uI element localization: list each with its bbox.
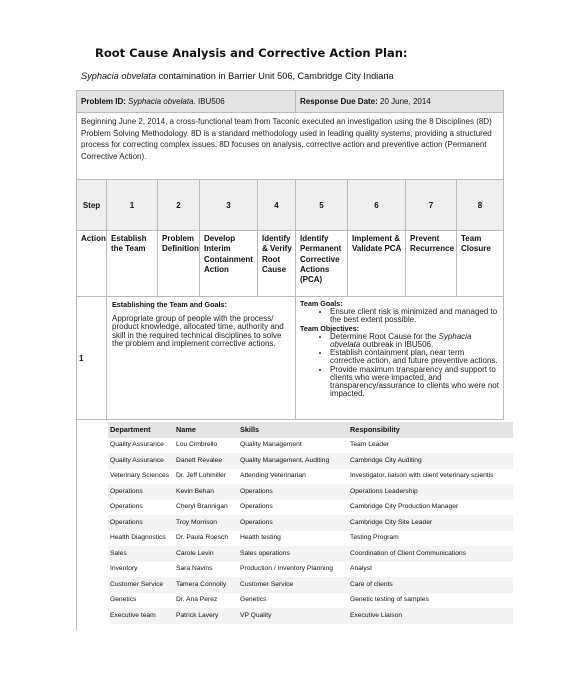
department-cell: Inventory	[108, 562, 174, 578]
responsibility-cell: Operations Leadership	[348, 484, 513, 500]
step-number: 7	[406, 180, 457, 231]
team-goal-item: • Ensure client risk is minimized and managed to the best extent possible.	[330, 308, 499, 324]
action-item: Implement & Validate PCA	[348, 231, 406, 297]
skills-cell: VP Quality	[238, 608, 348, 624]
subtitle-species: Syphacia obvelata	[81, 71, 157, 81]
skills-cell: Quality Management	[238, 438, 348, 454]
team-table-header	[108, 422, 513, 438]
table-row	[108, 515, 513, 531]
step-number: 2	[158, 180, 200, 231]
table-row	[108, 577, 513, 593]
problem-id-species: Syphacia obvelata	[128, 97, 194, 106]
action-item: Team Closure	[457, 231, 504, 297]
problem-id-label: Problem ID:	[81, 97, 126, 106]
step-number: 3	[200, 180, 258, 231]
action-item: Prevent Recurrence	[406, 231, 457, 297]
department-cell: Operations	[108, 484, 174, 500]
department-cell: Veterinary Sciences	[108, 469, 174, 485]
responsibility-cell: Analyst	[348, 562, 513, 578]
left-border-line	[76, 418, 77, 630]
table-row	[108, 608, 513, 624]
problem-id-value: . IBU506	[193, 97, 225, 106]
table-row	[108, 562, 513, 578]
step1-team-description	[107, 297, 296, 420]
col-header: Department	[108, 422, 174, 438]
problem-id-cell	[77, 91, 296, 113]
team-objectives-list	[300, 333, 499, 399]
step1-number: 1	[77, 297, 107, 420]
responsibility-cell: Coordination of Client Communications	[348, 546, 513, 562]
table-row	[108, 500, 513, 516]
name-cell: Dr. Paula Roesch	[174, 531, 238, 547]
step1-left-heading: Establishing the Team and Goals:	[112, 300, 227, 309]
team-members-table	[108, 422, 513, 624]
responsibility-cell: Cambridge City Auditing	[348, 453, 513, 469]
team-table-body	[108, 438, 513, 624]
step-number: 8	[457, 180, 504, 231]
step1-left-text: Appropriate group of people with the process/ product knowledge, allocated time, authority and skill in the required technical disciplines to solve the problem and implement corrective actions.	[112, 313, 284, 349]
due-date-value: 20 June, 2014	[380, 97, 431, 106]
action-plan-table	[76, 90, 504, 420]
name-cell: Lou Cimbrello	[174, 438, 238, 454]
name-cell: Dr. Ana Perez	[174, 593, 238, 609]
table-row	[108, 484, 513, 500]
skills-cell: Production / Inventory Planning	[238, 562, 348, 578]
team-objective-item: • Determine Root Cause for the Syphacia obvelata outbreak in IBU506.	[330, 333, 499, 349]
col-header: Responsibility	[348, 422, 513, 438]
step-label: Step	[77, 180, 107, 231]
intro-row	[77, 113, 504, 180]
name-cell: Troy Morrison	[174, 515, 238, 531]
skills-cell: Sales operations	[238, 546, 348, 562]
actions-row	[77, 231, 504, 297]
skills-cell: Customer Service	[238, 577, 348, 593]
due-date-label: Response Due Date:	[300, 97, 378, 106]
table-row	[108, 438, 513, 454]
team-objective-item: • Establish containment plan, near term corrective action, and future preventive actions.	[330, 349, 499, 365]
skills-cell: Attending Veterinarian	[238, 469, 348, 485]
skills-cell: Operations	[238, 484, 348, 500]
responsibility-cell: Genetic testing of samples	[348, 593, 513, 609]
table-row	[108, 453, 513, 469]
subtitle-rest: contamination in Barrier Unit 506, Cambridge City Indiana	[156, 71, 394, 81]
step-number: 5	[296, 180, 348, 231]
department-cell: Customer Service	[108, 577, 174, 593]
responsibility-cell: Cambridge City Production Manager	[348, 500, 513, 516]
responsibility-cell: Executive Liaison	[348, 608, 513, 624]
step-number: 6	[348, 180, 406, 231]
problem-header-row	[77, 91, 504, 113]
table-row	[108, 531, 513, 547]
skills-cell: Operations	[238, 500, 348, 516]
col-header: Skills	[238, 422, 348, 438]
name-cell: Dr. Jeff Lohmiller	[174, 469, 238, 485]
department-cell: Executive team	[108, 608, 174, 624]
name-cell: Tamera Connolly	[174, 577, 238, 593]
action-item: Identify & Verify Root Cause	[258, 231, 296, 297]
department-cell: Quality Assurance	[108, 438, 174, 454]
responsibility-cell: Investigator, liaison with client veterinary scientis	[348, 469, 513, 485]
skills-cell: Genetics	[238, 593, 348, 609]
name-cell: Patrick Lavery	[174, 608, 238, 624]
action-item: Develop Interim Containment Action	[200, 231, 258, 297]
table-row	[108, 469, 513, 485]
team-objective-item: • Provide maximum transparency and support to clients who were impacted, and transparency/assurance to clients who were not impacted.	[330, 366, 499, 399]
department-cell: Operations	[108, 515, 174, 531]
department-cell: Operations	[108, 500, 174, 516]
skills-cell: Quality Management, Auditing	[238, 453, 348, 469]
responsibility-cell: Cambridge City Site Leader	[348, 515, 513, 531]
department-cell: Health Diagnostics	[108, 531, 174, 547]
step-number: 1	[107, 180, 158, 231]
department-cell: Sales	[108, 546, 174, 562]
name-cell: Sara Navins	[174, 562, 238, 578]
department-cell: Genetics	[108, 593, 174, 609]
skills-cell: Operations	[238, 515, 348, 531]
name-cell: Danett Revalee	[174, 453, 238, 469]
document-subtitle	[81, 71, 394, 81]
team-objectives-heading: Team Objectives:	[300, 323, 359, 333]
action-item: Establish the Team	[107, 231, 158, 297]
step1-goals	[296, 297, 504, 420]
steps-row	[77, 180, 504, 231]
table-row	[108, 546, 513, 562]
name-cell: Kevin Behan	[174, 484, 238, 500]
team-goals-heading: Team Goals:	[300, 299, 343, 308]
team-goals-list	[300, 308, 499, 324]
table-row	[108, 593, 513, 609]
name-cell: Cheryl Brannigan	[174, 500, 238, 516]
department-cell: Quality Assurance	[108, 453, 174, 469]
action-item: Problem Definition	[158, 231, 200, 297]
due-date-cell	[296, 91, 504, 113]
skills-cell: Health testing	[238, 531, 348, 547]
document-title: Root Cause Analysis and Corrective Action Plan:	[95, 46, 408, 60]
responsibility-cell: Care of clients	[348, 577, 513, 593]
responsibility-cell: Testing Program	[348, 531, 513, 547]
col-header: Name	[174, 422, 238, 438]
intro-text: Beginning June 2, 2014, a cross-functional team from Taconic executed an investigation using the 8 Disciplines (8D) Problem Solving Methodology. 8D is a standard methodology used in leading quality systems, providing a structured process for correcting complex issues. 8D focuses on analysis, corrective action and preventive action (Permanent Corrective Action).	[77, 113, 504, 180]
action-item: Identify Permanent Corrective Actions (PCA)	[296, 231, 348, 297]
action-label: Action	[77, 231, 107, 297]
step-number: 4	[258, 180, 296, 231]
name-cell: Carole Levin	[174, 546, 238, 562]
step1-row	[77, 297, 504, 420]
responsibility-cell: Team Leader	[348, 438, 513, 454]
